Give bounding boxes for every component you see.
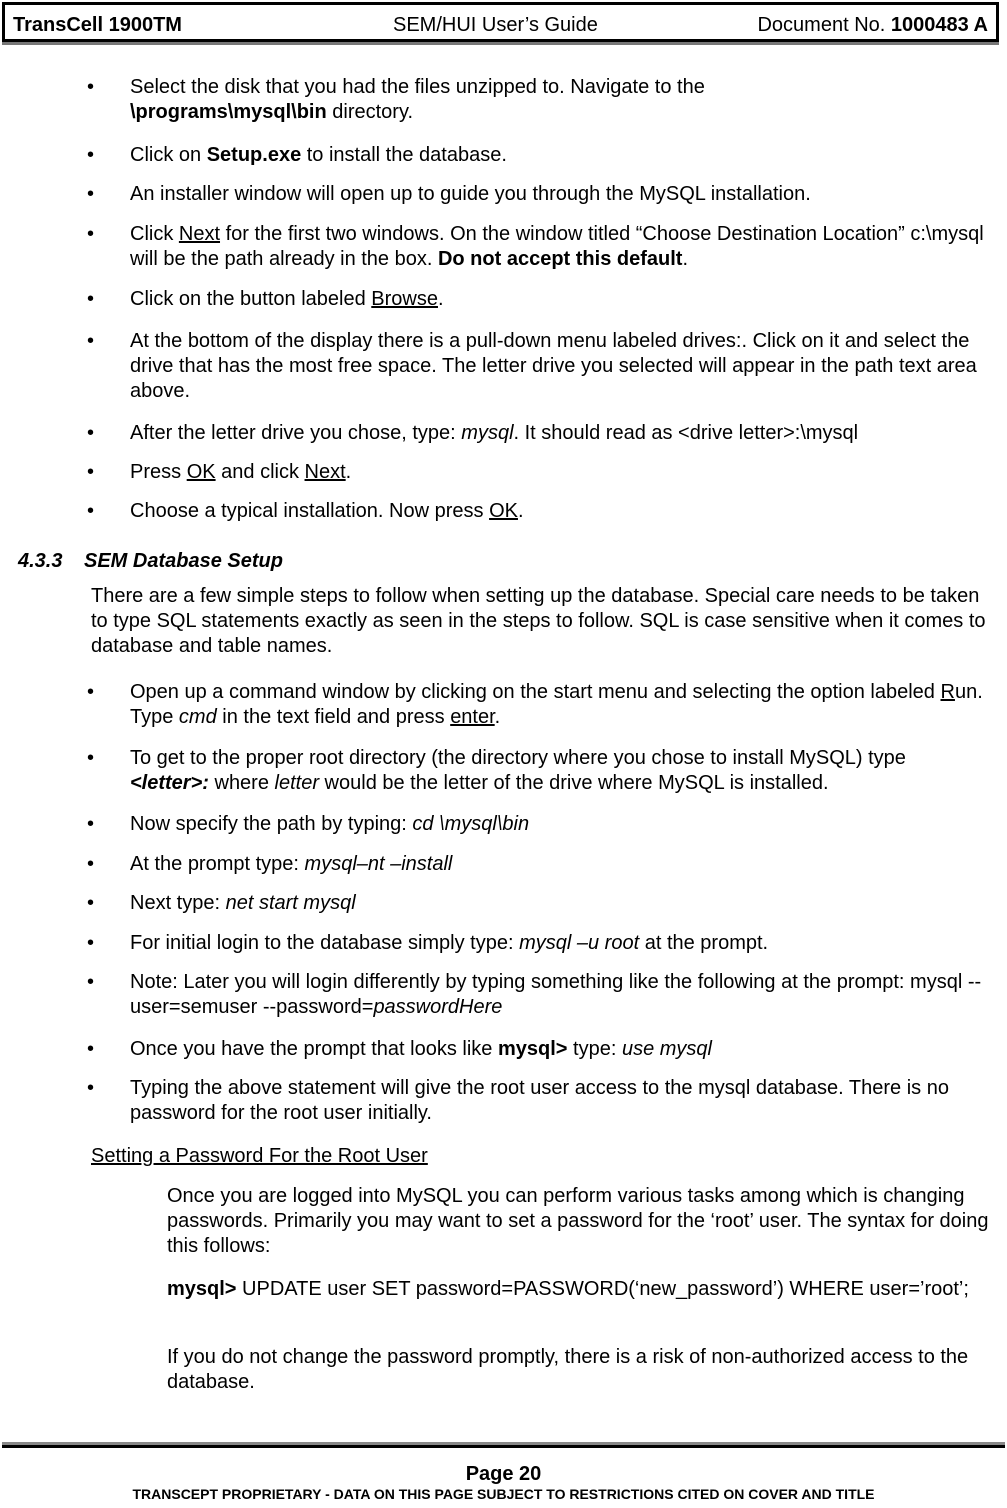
list-item: • To get to the proper root directory (the directory where you chose to install MySQL) type <letter>: where letter would be the letter of the drive where MySQL is installed. <box>130 746 990 796</box>
proprietary-notice: TRANSCEPT PROPRIETARY - DATA ON THIS PAGE SUBJECT TO RESTRICTIONS CITED ON COVER AND TITLE <box>132 1486 875 1502</box>
header-guide-title: SEM/HUI User’s Guide <box>393 14 598 36</box>
footer-divider <box>2 1445 1005 1448</box>
list-item: • Once you have the prompt that looks like mysql> type: use mysql <box>130 1037 990 1062</box>
list-item: • Select the disk that you had the files unzipped to. Navigate to the \programs\mysql\bin directory. <box>130 75 990 125</box>
list-item: • Click on the button labeled Browse. <box>130 287 990 312</box>
list-item: • Typing the above statement will give the root user access to the mysql database. There is no password for the root user initially. <box>130 1076 990 1126</box>
list-item: • For initial login to the database simply type: mysql –u root at the prompt. <box>130 931 990 956</box>
subsection-title: Setting a Password For the Root User <box>91 1145 428 1167</box>
sql-statement: mysql> UPDATE user SET password=PASSWORD(‘new_password’) WHERE user=’root’; <box>167 1278 969 1300</box>
list-item: • Next type: net start mysql <box>130 891 990 916</box>
subsection-paragraph: Once you are logged into MySQL you can perform various tasks among which is changing passwords. Primarily you may want to set a password for the ‘root’ user. The syntax for doing this follows: <box>167 1185 989 1257</box>
page-header <box>2 2 999 42</box>
list-item: • Note: Later you will login differently by typing something like the following at the prompt: mysql --user=semuser --password=passwordHere <box>130 970 990 1020</box>
page-number: Page 20 <box>465 1463 542 1485</box>
list-item: • At the bottom of the display there is a pull-down menu labeled drives:. Click on it and select the drive that has the most free space. The letter drive you selected will appear in the path text area above. <box>130 329 990 404</box>
subsection-warning: If you do not change the password promptly, there is a risk of non-authorized access to the database. <box>167 1346 969 1393</box>
list-item: • At the prompt type: mysql–nt –install <box>130 852 990 877</box>
header-product: TransCell 1900TM <box>13 14 182 36</box>
list-item: • After the letter drive you chose, type: mysql. It should read as <drive letter>:\mysql <box>130 421 990 446</box>
section-number: 4.3.3 <box>18 550 63 572</box>
list-item: • Click Next for the first two windows. On the window titled “Choose Destination Location” c:\mysql will be the path already in the box. Do not accept this default. <box>130 222 990 272</box>
list-item: • Press OK and click Next. <box>130 460 990 485</box>
header-document-number: Document No. 1000483 A <box>757 14 988 36</box>
list-item: • Choose a typical installation. Now press OK. <box>130 499 990 524</box>
section-heading <box>18 550 283 573</box>
section-title: SEM Database Setup <box>84 550 283 572</box>
list-item: • An installer window will open up to guide you through the MySQL installation. <box>130 182 990 207</box>
list-item: • Now specify the path by typing: cd \mysql\bin <box>130 812 990 837</box>
list-item: • Click on Setup.exe to install the database. <box>130 143 990 168</box>
list-item: • Open up a command window by clicking on the start menu and selecting the option labeled Run. Type cmd in the text field and press enter. <box>130 680 990 730</box>
section-intro: There are a few simple steps to follow when setting up the database. Special care needs to be taken to type SQL statements exactly as seen in the steps to follow. SQL is case sensitive when it comes to database and table names. <box>91 585 986 657</box>
